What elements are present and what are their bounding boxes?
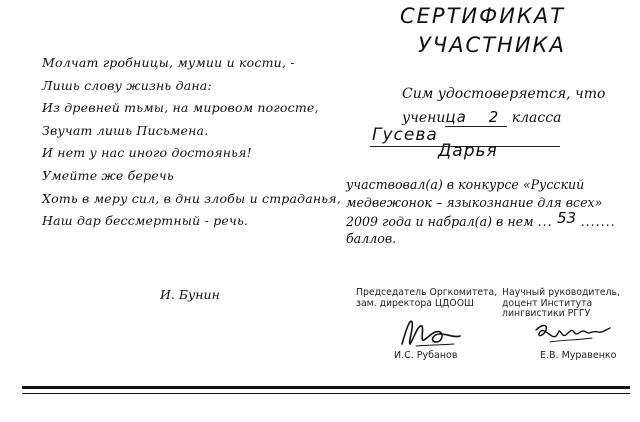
student-first-name: Дарья <box>438 141 498 161</box>
poem-line: Наш дар бессмертный - речь. <box>42 213 249 229</box>
signature-left-image <box>396 312 466 352</box>
signature-title-line: Научный руководитель, <box>502 287 620 298</box>
student-prefix: учени <box>402 110 446 126</box>
grade-value: 2 <box>481 108 508 127</box>
signature-right-name: Е.В. Муравенко <box>540 350 617 361</box>
poem-author: И. Бунин <box>160 287 220 302</box>
certificate-subtitle: УЧАСТНИКА <box>418 33 566 57</box>
poem-line: И нет у нас иного достоянья! <box>42 145 252 161</box>
bottom-rule-thick <box>22 386 630 389</box>
certificate-body <box>346 176 636 248</box>
signature-left-title <box>356 288 497 309</box>
signature-title-line: доцент Института <box>502 297 593 309</box>
poem-line: Из древней тьмы, на мировом погосте, <box>42 100 319 116</box>
signature-left-name: И.С. Рубанов <box>394 350 458 361</box>
first-name-field <box>438 141 498 161</box>
student-suffix: ца <box>445 108 480 127</box>
certificate-title: СЕРТИФИКАТ <box>400 4 566 28</box>
poem <box>42 52 341 233</box>
score-dots-before: ... <box>537 214 553 229</box>
signature-right-image <box>532 318 612 348</box>
poem-line: Звучат лишь Письмена. <box>42 122 209 138</box>
signature-title-line: Председатель Оргкомитета, <box>356 287 498 298</box>
score-value: 53 <box>557 209 577 227</box>
signature-title-line: зам. директора ЦДООШ <box>356 297 474 309</box>
score-dots-after: ....... <box>580 214 616 229</box>
poem-line: Умейте же беречь <box>42 167 174 183</box>
score-suffix: баллов. <box>346 231 397 246</box>
signature-right-title <box>502 288 620 320</box>
poem-line: Хоть в меру сил, в дни злобы и страданья, <box>42 190 341 206</box>
poem-line: Молчат гробницы, мумии и кости, - <box>42 55 295 70</box>
poem-line: Лишь слову жизнь дана: <box>42 77 212 93</box>
bottom-rule-thin <box>22 393 630 394</box>
score-line <box>346 209 636 230</box>
body-line: участвовал(а) в конкурсе «Русский <box>346 177 585 192</box>
grade-label: класса <box>511 110 562 126</box>
certificate-intro: Сим удостоверяется, что <box>402 86 606 102</box>
body-line: медвежонок – языкознание для всех» <box>346 195 603 210</box>
student-surname: Гусева <box>372 125 438 145</box>
score-prefix: 2009 года и набрал(а) в нем <box>346 214 534 229</box>
signature-title-line: лингвистики РГГУ <box>502 308 591 320</box>
